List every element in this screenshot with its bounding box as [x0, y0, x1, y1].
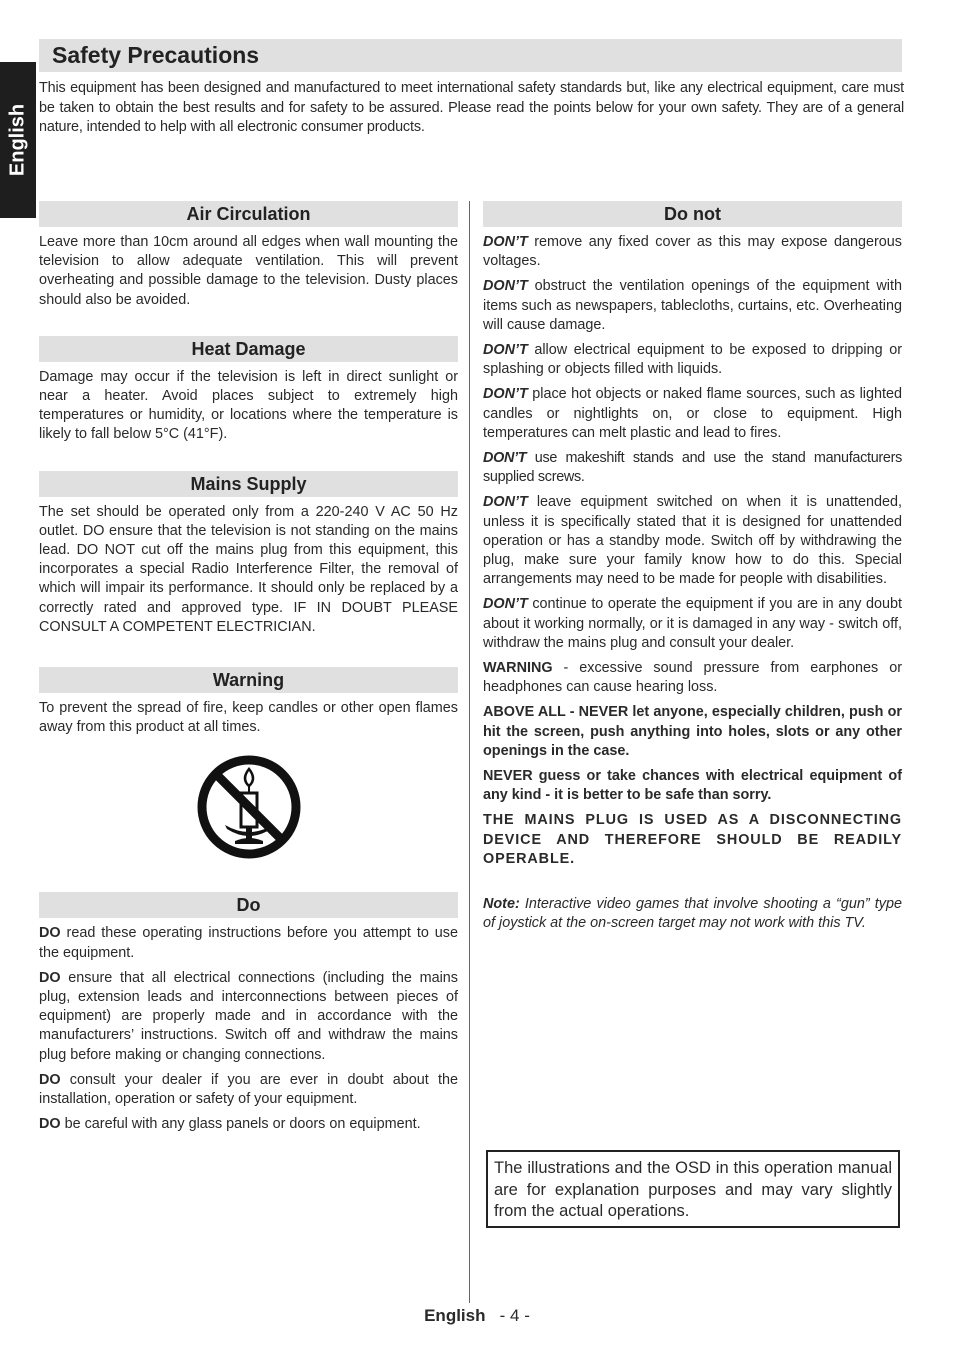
right-column — [483, 201, 902, 934]
dont-item: DON’T continue to operate the equipment if you are in any doubt about it working normally, or it is damaged in any way - switch off, withdraw the mains plug and consult your dealer. — [483, 596, 902, 651]
warning-heading: Warning — [39, 667, 458, 693]
do-item: DO consult your dealer if you are ever in doubt about the installation, operation or safety of your equipment. — [39, 1071, 458, 1108]
mains-supply-text: The set should be operated only from a 220-240 V AC 50 Hz outlet. DO ensure that the television is not standing on the mains lead. DO NOT cut off the mains plug from this equipment, this incorporates a special Radio Interference Filter, the removal of which will impair its performance. It should only be replaced by a correctly rated and approved type. IF IN DOUBT PLEASE CONSULT A COMPETENT ELECTRICIAN. — [39, 503, 458, 635]
no-candles-icon — [195, 753, 303, 861]
above-all-warning: ABOVE ALL - NEVER let anyone, especially children, push or hit the screen, push anything into holes, slots or any other openings in the case. — [483, 704, 902, 759]
heat-damage-text: Damage may occur if the television is left in direct sunlight or near a heater. Avoid places subject to extremely high temperatures or humidity, or locations where the temperature is likely to fall below 5°C (41°F). — [39, 368, 458, 443]
language-tab — [0, 62, 36, 218]
footer-language: English — [424, 1306, 486, 1325]
page-footer — [0, 1306, 954, 1326]
hearing-warning: WARNING - excessive sound pressure from earphones or headphones can cause hearing loss. — [483, 660, 902, 696]
dont-item: DON’T obstruct the ventilation openings of the equipment with items such as newspapers, tablecloths, curtains, etc. Overheating will cause damage. — [483, 278, 902, 333]
intro-paragraph: This equipment has been designed and manufactured to meet international safety standards but, like any electrical equipment, care must be taken to obtain the best results and for safety to be assured. Please read the points below for your own safety. They are of a general nature, intended to help with all electronic consumer products. — [39, 80, 904, 135]
do-heading: Do — [39, 892, 458, 918]
air-circulation-heading: Air Circulation — [39, 201, 458, 227]
do-item: DO ensure that all electrical connections (including the mains plug, extension leads and interconnections between pieces of equipment) are properly made and in accordance with the manufacturers’ instructions. Switch off and withdraw the mains plug before making or changing connections. — [39, 969, 458, 1063]
illustration-notice-box: The illustrations and the OSD in this operation manual are for explanation purposes and may vary slightly from the actual operations. — [486, 1150, 900, 1228]
never-warning: NEVER guess or take chances with electrical equipment of any kind - it is better to be safe than sorry. — [483, 768, 902, 804]
do-not-heading: Do not — [483, 201, 902, 227]
dont-item: DON’T place hot objects or naked flame sources, such as lighted candles or nightlights on, or close to equipment. High temperatures can melt plastic and lead to fires. — [483, 386, 902, 441]
page-title-bar — [39, 39, 902, 72]
dont-item: DON’T remove any fixed cover as this may expose dangerous voltages. — [483, 234, 902, 270]
page-number: - 4 - — [499, 1306, 530, 1325]
column-divider — [469, 201, 470, 1303]
warning-text: To prevent the spread of fire, keep candles or other open flames away from this product at all times. — [39, 700, 458, 736]
dont-item: DON’T leave equipment switched on when it is unattended, unless it is specifically stated that it is designed for unattended operation or has a standby mode. Switch off by withdrawing the plug, make sure your family know how to do this. Special arrangements may need to be made for people with disabilities. — [483, 494, 902, 588]
dont-item: DON’T use makeshift stands and use the stand manufacturers supplied screws. — [483, 450, 902, 486]
note-paragraph: Note: Interactive video games that involve shooting a “gun” type of joystick at the on-screen target may not work with this TV. — [483, 896, 902, 932]
dont-item: DON’T allow electrical equipment to be exposed to dripping or splashing or objects filled with liquids. — [483, 342, 902, 378]
mains-supply-heading: Mains Supply — [39, 471, 458, 497]
page-title: Safety Precautions — [52, 42, 260, 68]
do-item: DO be careful with any glass panels or doors on equipment. — [39, 1116, 421, 1133]
mains-plug-notice: THE MAINS PLUG IS USED AS A DISCONNECTING DEVICE AND THEREFORE SHOULD BE READILY OPERABLE. — [483, 812, 902, 867]
heat-damage-heading: Heat Damage — [39, 336, 458, 362]
do-item: DO read these operating instructions before you attempt to use the equipment. — [39, 925, 458, 961]
air-circulation-text: Leave more than 10cm around all edges when wall mounting the television to allow adequate ventilation. This will prevent overheating and possible damage to the television. Dusty places should also be avoided. — [39, 234, 458, 308]
language-tab-label: English — [6, 103, 29, 177]
left-column — [39, 201, 458, 1134]
